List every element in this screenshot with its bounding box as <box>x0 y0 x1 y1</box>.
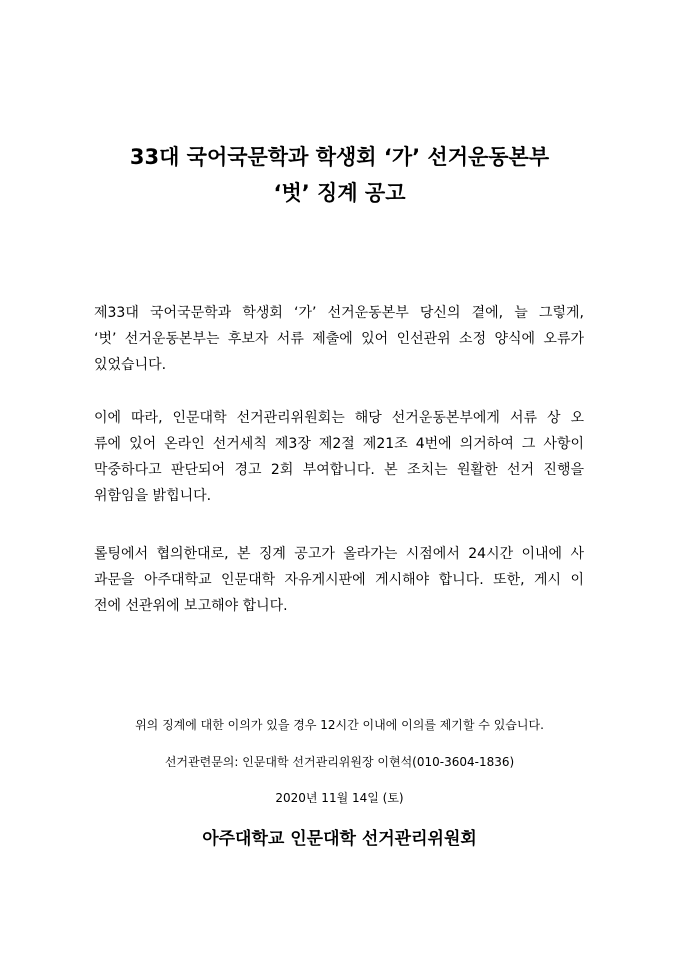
paragraph-line: 막중하다고 판단되어 경고 2회 부여합니다. 본 조치는 원활한 선거 진행을 <box>94 462 584 478</box>
paragraph-1 <box>94 300 584 378</box>
issuer-name: 아주대학교 인문대학 선거관리위원회 <box>202 829 477 849</box>
paragraph-line: 위함임을 밝힙니다. <box>94 488 212 504</box>
paragraph-line: 롤팅에서 협의한대로, 본 징계 공고가 올라가는 시점에서 24시간 이내에 사 <box>94 546 584 562</box>
objection-notice: 위의 징계에 대한 이의가 있을 경우 12시간 이내에 이의를 제기할 수 있습니다. <box>135 718 544 732</box>
paragraph-line: ‘벗’ 선거운동본부는 후보자 서류 제출에 있어 인선관위 소정 양식에 오류가 <box>94 331 584 347</box>
paragraph-line: 이에 따라, 인문대학 선거관리위원회는 해당 선거운동본부에게 서류 상 오 <box>94 410 584 426</box>
paragraph-3 <box>94 541 584 619</box>
contact-info: 선거관련문의: 인문대학 선거관리위원장 이현석(010-3604-1836) <box>164 755 515 769</box>
paragraph-line: 과문을 아주대학교 인문대학 자유게시판에 게시해야 합니다. 또한, 게시 이 <box>94 572 584 588</box>
paragraph-line: 있었습니다. <box>94 357 167 373</box>
issue-date: 2020년 11월 14일 (토) <box>275 791 404 805</box>
document-title-line-2: ‘벗’ 징계 공고 <box>273 181 406 205</box>
document-title-line-1: 33대 국어국문학과 학생회 ‘가’ 선거운동본부 <box>129 145 550 169</box>
paragraph-line: 전에 선관위에 보고해야 합니다. <box>94 598 288 614</box>
paragraph-2 <box>94 405 584 509</box>
paragraph-line: 류에 있어 온라인 선거세칙 제3장 제2절 제21조 4번에 의거하여 그 사항이 <box>94 436 584 452</box>
paragraph-line: 제33대 국어국문학과 학생회 ‘가’ 선거운동본부 당신의 곁에, 늘 그렇게, <box>94 305 584 321</box>
